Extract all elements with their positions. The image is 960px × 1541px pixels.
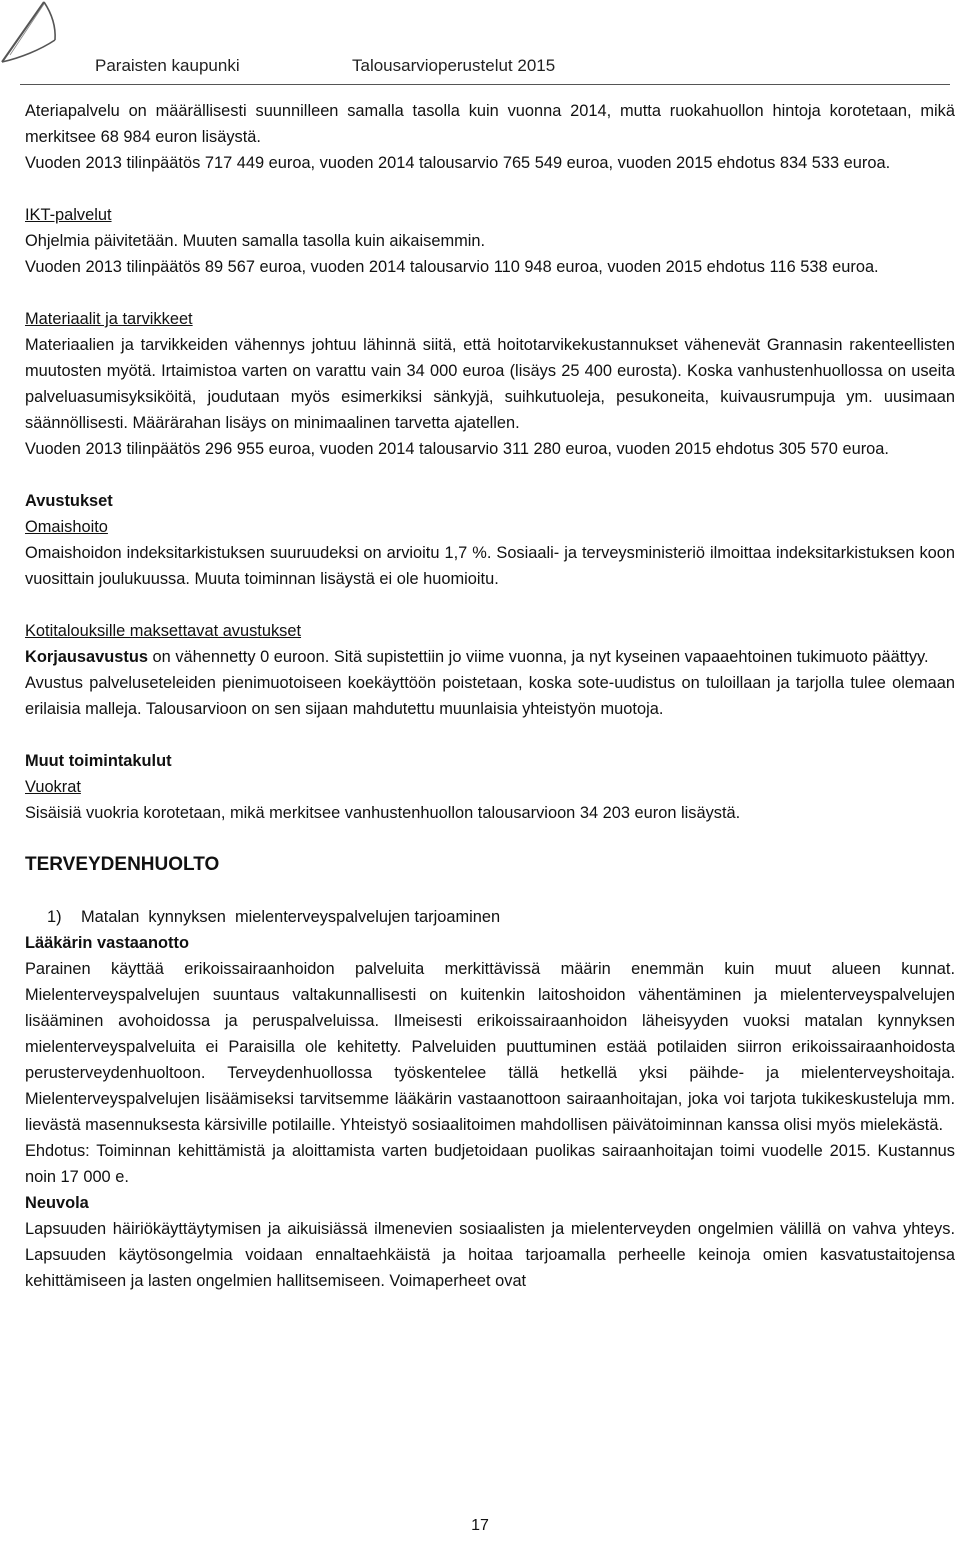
paragraph-vuokrat: Sisäisiä vuokria korotetaan, mikä merkitsee vanhustenhuollon talousarvioon 34 203 euron lisäystä. bbox=[25, 804, 741, 822]
heading-kotitaloudet: Kotitalouksille maksettavat avustukset bbox=[25, 622, 302, 640]
item-text: Matalan kynnyksen mielenterveyspalvelujen tarjoaminen bbox=[81, 908, 501, 926]
numbered-item-1 bbox=[25, 904, 955, 930]
header-organization: Paraisten kaupunki bbox=[95, 56, 240, 75]
header-divider bbox=[20, 84, 950, 85]
heading-laakarin-vastaanotto: Lääkärin vastaanotto bbox=[25, 934, 189, 952]
paragraph-palveluseteli: Avustus palveluseteleiden pienimuotoiseen koekäyttöön poistetaan, koska sote-uudistus on tuloillaan ja tarjolla tulee olemaan erilaisia malleja. Talousarvioon on sen sijaan mahdutettu muunlaisia yhteistyön muotoja. bbox=[25, 674, 955, 718]
term-korjausavustus: Korjausavustus bbox=[25, 648, 148, 666]
paragraph-ateriapalvelu: Ateriapalvelu on määrällisesti suunnilleen samalla tasolla kuin vuonna 2014, mutta ruokahuollon hintoja korotetaan, mikä merkitsee 68 984 euron lisäystä. bbox=[25, 102, 955, 146]
korjausavustus-text: on vähennetty 0 euroon. Sitä supistettiin jo viime vuonna, ja nyt kyseinen vapaaehtoinen tukimuoto päättyy. bbox=[147, 648, 929, 666]
paragraph-korjausavustus bbox=[25, 644, 955, 670]
document-body bbox=[25, 98, 955, 1294]
paragraph-neuvola: Lapsuuden häiriökäyttäytymisen ja aikuisiässä ilmenevien sosiaalisten ja mielenterveyden ongelmien välillä on vahva yhteys. Lapsuuden käytösongelmia voidaan ennaltaehkäistä ja hoitaa tarjoamalla perheelle keinoja omien kasvatustaitojensa kehittämiseen ja lasten ongelmien hallitsemiseen. Voimaperheet ovat bbox=[25, 1220, 955, 1290]
page-header bbox=[95, 56, 556, 76]
heading-materiaalit: Materiaalit ja tarvikkeet bbox=[25, 310, 193, 328]
item-number: 1) bbox=[47, 908, 62, 926]
paragraph-ikt-budget: Vuoden 2013 tilinpäätös 89 567 euroa, vuoden 2014 talousarvio 110 948 euroa, vuoden 2015 ehdotus 116 538 euroa. bbox=[25, 258, 879, 276]
heading-muut-toimintakulut: Muut toimintakulut bbox=[25, 752, 172, 770]
paragraph-laakari: Parainen käyttää erikoissairaanhoidon palveluita merkittävissä määrin enemmän kuin muut alueen kunnat. Mielenterveyspalvelujen suuntaus valtakunnallisesti on kuitenkin laitoshoidon vähentäminen ja mielenterveyspalvelujen lisääminen avohoidossa ja peruspalveluissa. Ilmeisesti erikoissairaanhoidon läheisyyden vuoksi matalan kynnyksen mielenterveyspalveluita ei Paraisilla ole kehitetty. Palveluiden puuttuminen estää potilaiden siirron erikoissairaanhoidosta perusterveydenhuoltoon. Terveydenhuollossa työskentelee tällä hetkellä yksi päihde- ja mielenterveyshoitaja. Mielenterveyspalvelujen lisäämiseksi tarvitsemme lääkärin vastaanottoon sairaanhoitajan, joka voi tarjota tukikeskusteluja mm. lievästä masennuksesta kärsiville potilaille. Yhteistyö sosiaalitoimen mahdollisen päivätoiminnan kanssa olisi myös mielekästä. bbox=[25, 960, 955, 1134]
heading-avustukset: Avustukset bbox=[25, 492, 113, 510]
paragraph-materiaalit: Materiaalien ja tarvikkeiden vähennys johtuu lähinnä siitä, että hoitotarvikekustannukset vähenevät Grannasin rakenteellisten muutosten myötä. Irtaimistoa varten on varattu vain 34 000 euroa (lisäys 25 400 eurosta). Koska vanhustenhuollossa on useita palveluasumisyksiköitä, joudutaan myös esimerkiksi sänkyjä, suihkutuoleja, pesukoneita, kuivausrumpuja ym. uusimaan säännöllisesti. Määrärahan lisäys on minimaalinen tarvetta ajatellen. bbox=[25, 336, 955, 432]
heading-neuvola: Neuvola bbox=[25, 1194, 89, 1212]
paragraph-omaishoito: Omaishoidon indeksitarkistuksen suuruudeksi on arvioitu 1,7 %. Sosiaali- ja terveysministeriö ilmoittaa indeksitarkistuksen koon vuosittain joulukuussa. Muuta toiminnan lisäystä ei ole huomioitu. bbox=[25, 544, 955, 588]
heading-ikt-palvelut: IKT-palvelut bbox=[25, 206, 112, 224]
paragraph-ikt: Ohjelmia päivitetään. Muuten samalla tasolla kuin aikaisemmin. bbox=[25, 232, 486, 250]
heading-vuokrat: Vuokrat bbox=[25, 778, 81, 796]
paragraph-ehdotus: Ehdotus: Toiminnan kehittämistä ja aloittamista varten budjetoidaan puolikas sairaanhoitajan toimi vuodelle 2015. Kustannus noin 17 000 e. bbox=[25, 1142, 955, 1186]
heading-omaishoito: Omaishoito bbox=[25, 518, 108, 536]
heading-terveydenhuolto: TERVEYDENHUOLTO bbox=[25, 854, 220, 875]
paragraph-materiaalit-budget: Vuoden 2013 tilinpäätös 296 955 euroa, vuoden 2014 talousarvio 311 280 euroa, vuoden 2015 ehdotus 305 570 euroa. bbox=[25, 440, 889, 458]
sail-logo-icon bbox=[0, 0, 66, 66]
header-document-title: Talousarvioperustelut 2015 bbox=[352, 56, 556, 75]
paragraph-ateriapalvelu-budget: Vuoden 2013 tilinpäätös 717 449 euroa, vuoden 2014 talousarvio 765 549 euroa, vuoden 2015 ehdotus 834 533 euroa. bbox=[25, 154, 891, 172]
page-number: 17 bbox=[471, 1517, 489, 1534]
